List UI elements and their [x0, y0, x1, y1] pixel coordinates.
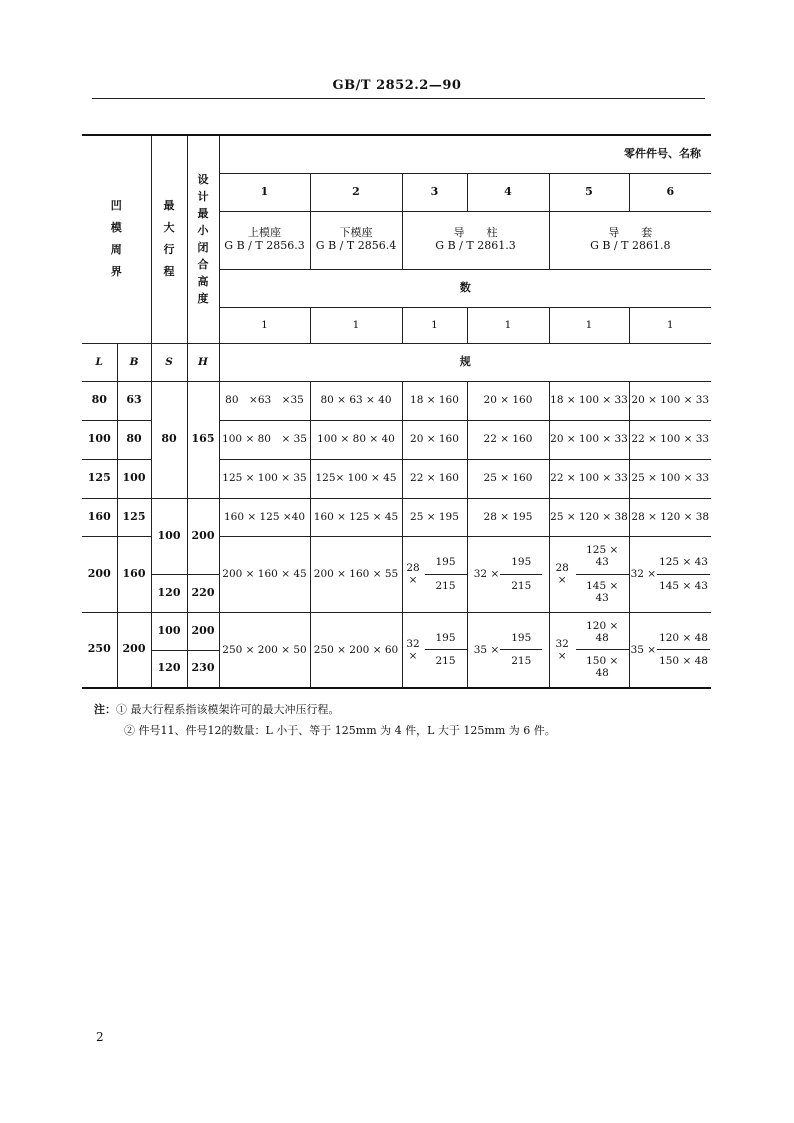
fraction-denominator: 215: [435, 579, 456, 592]
die-perimeter-char: 模: [110, 221, 122, 235]
quantity-cell: 1: [467, 307, 549, 343]
part-name: 上模座: [248, 226, 281, 240]
design-height-char: 高: [197, 275, 209, 289]
fraction-prefix: 35 ×: [473, 643, 500, 656]
spec-fraction-cell: [467, 536, 549, 612]
spec-cell: 250 × 200 × 60: [310, 612, 402, 688]
cell-l: 250: [82, 612, 117, 688]
design-height-char: 度: [197, 292, 209, 306]
fraction: [474, 632, 543, 667]
spec-cell: 20 × 160: [402, 420, 467, 459]
part-number: 1: [219, 173, 310, 211]
design-height-char: 最: [197, 207, 209, 221]
spec-cell: 18 × 160: [402, 381, 467, 420]
spec-cell: 200 × 160 × 45: [219, 536, 310, 612]
fraction: [550, 620, 629, 679]
spec-cell: 200 × 160 × 55: [310, 536, 402, 612]
spec-cell: 22 × 100 × 33: [629, 420, 711, 459]
quantity-cell: 1: [310, 307, 402, 343]
notes: [94, 700, 556, 742]
cell-b: 80: [117, 420, 151, 459]
fraction-denominator: 150 × 48: [586, 655, 619, 680]
die-perimeter-char: 凹: [110, 199, 122, 213]
part-name: 下模座: [339, 226, 373, 240]
fraction-prefix: 32 ×: [630, 567, 657, 580]
note-1-text: ① 最大行程系指该模架许可的最大冲压行程。: [116, 703, 340, 716]
die-perimeter-header: [82, 135, 151, 343]
spec-fraction-cell: [549, 536, 629, 612]
fraction-numerator: 120 × 48: [576, 620, 629, 650]
cell-s: 80: [151, 381, 187, 498]
cell-s: 120: [151, 574, 187, 612]
fraction-prefix: 32 ×: [555, 637, 569, 662]
quantity-cell: 1: [219, 307, 310, 343]
fraction-numerator: 195: [500, 632, 542, 650]
spec-table: [82, 134, 711, 689]
spec-cell: 100 × 80 × 40: [310, 420, 402, 459]
cell-b: 160: [117, 536, 151, 612]
max-stroke-char: 程: [163, 265, 175, 279]
fraction-numerator: 195: [500, 556, 542, 574]
part-number: 4: [467, 173, 549, 211]
cell-b: 63: [117, 381, 151, 420]
spec-fraction-cell: [549, 612, 629, 688]
spec-cell: 80 ×63 ×35: [219, 381, 310, 420]
fraction-denominator: 215: [435, 655, 456, 668]
symbol-h: H: [187, 343, 219, 381]
spec-cell: 22 × 100 × 33: [549, 459, 629, 498]
spec-cell: 22 × 160: [467, 420, 549, 459]
part-standard: G B / T 2861.8: [590, 239, 671, 252]
design-height-char: 合: [197, 258, 209, 272]
part-name-guide-pillar: [402, 211, 549, 269]
fraction: [631, 632, 710, 667]
fraction-denominator: 215: [511, 655, 532, 668]
cell-l: 200: [82, 536, 117, 612]
quantity-cell: 1: [549, 307, 629, 343]
spec-fraction-cell: [402, 612, 467, 688]
design-min-height-header: [187, 135, 219, 343]
part-number: 2: [310, 173, 402, 211]
cell-l: 100: [82, 420, 117, 459]
spec-label: 规: [219, 343, 711, 381]
part-number: 6: [629, 173, 711, 211]
fraction-prefix: 32 ×: [406, 637, 420, 662]
design-height-char: 闭: [197, 241, 209, 255]
design-height-char: 设: [197, 173, 209, 187]
part-name: 导 套: [608, 226, 653, 240]
part-name-guide-bush: [549, 211, 711, 269]
spec-cell: 25 × 100 × 33: [629, 459, 711, 498]
part-number: 5: [549, 173, 629, 211]
max-stroke-header: [151, 135, 187, 343]
part-number: 3: [402, 173, 467, 211]
part-standard: G B / T 2861.3: [435, 239, 516, 252]
spec-cell: 18 × 100 × 33: [549, 381, 629, 420]
spec-cell: 160 × 125 × 45: [310, 498, 402, 536]
part-standard: G B / T 2856.3: [224, 239, 305, 252]
max-stroke-char: 行: [163, 243, 175, 257]
cell-h: 165: [187, 381, 219, 498]
design-height-char: 计: [197, 190, 209, 204]
fraction-prefix: 35 ×: [630, 643, 657, 656]
fraction-numerator: 195: [425, 632, 467, 650]
spec-cell: 125× 100 × 45: [310, 459, 402, 498]
spec-cell: 20 × 100 × 33: [629, 381, 711, 420]
fraction-numerator: 125 × 43: [576, 544, 629, 574]
page-number: 2: [96, 1030, 104, 1044]
die-perimeter-char: 界: [110, 265, 122, 279]
cell-h: 200: [187, 612, 219, 650]
cell-h: 230: [187, 650, 219, 688]
spec-cell: 100 × 80 × 35: [219, 420, 310, 459]
cell-h: 200: [187, 498, 219, 574]
part-name-upper-die-base: [219, 211, 310, 269]
spec-cell: 25 × 120 × 38: [549, 498, 629, 536]
fraction-numerator: 195: [425, 556, 467, 574]
spec-cell: 160 × 125 ×40: [219, 498, 310, 536]
fraction-denominator: 215: [511, 579, 532, 592]
spec-cell: 80 × 63 × 40: [310, 381, 402, 420]
spec-fraction-cell: [629, 612, 711, 688]
spec-cell: 20 × 100 × 33: [549, 420, 629, 459]
fraction-prefix: 28 ×: [406, 561, 420, 586]
max-stroke-char: 最: [163, 199, 175, 213]
cell-l: 160: [82, 498, 117, 536]
fraction-numerator: 120 × 48: [657, 632, 710, 650]
cell-b: 200: [117, 612, 151, 688]
header-rule: [92, 98, 705, 99]
fraction-numerator: 125 × 43: [657, 556, 710, 574]
quantity-cell: 1: [402, 307, 467, 343]
spec-cell: 250 × 200 × 50: [219, 612, 310, 688]
spec-cell: 28 × 195: [467, 498, 549, 536]
fraction-denominator: 150 × 48: [659, 655, 708, 668]
spec-cell: 25 × 160: [467, 459, 549, 498]
part-name-lower-die-base: [310, 211, 402, 269]
die-perimeter-char: 周: [110, 243, 122, 257]
fraction-denominator: 145 × 43: [586, 579, 619, 604]
spec-fraction-cell: [467, 612, 549, 688]
fraction: [631, 556, 710, 591]
page-header: GB/T 2852.2—90: [332, 78, 462, 93]
spec-fraction-cell: [629, 536, 711, 612]
fraction: [403, 556, 467, 591]
spec-cell: 125 × 100 × 35: [219, 459, 310, 498]
fraction: [474, 556, 543, 591]
cell-b: 125: [117, 498, 151, 536]
parts-header: 零件件号、名称: [219, 135, 711, 173]
notes-lead: 注：: [94, 703, 116, 716]
symbol-l: L: [82, 343, 117, 381]
cell-s: 120: [151, 650, 187, 688]
note-2: ② 件号11、件号12的数量：L 小于、等于 125mm 为 4 件，L 大于 125mm 为 6 件。: [124, 723, 556, 737]
part-name: 导 柱: [453, 226, 498, 240]
part-standard: G B / T 2856.4: [315, 239, 397, 252]
spec-cell: 28 × 120 × 38: [629, 498, 711, 536]
fraction-denominator: 145 × 43: [659, 579, 708, 592]
cell-s: 100: [151, 498, 187, 574]
quantity-cell: 1: [629, 307, 711, 343]
fraction-prefix: 32 ×: [473, 567, 500, 580]
spec-cell: 25 × 195: [402, 498, 467, 536]
note-1: [94, 700, 556, 721]
cell-l: 125: [82, 459, 117, 498]
quantity-label: 数: [219, 269, 711, 307]
fraction-prefix: 28 ×: [555, 561, 569, 586]
symbol-b: B: [117, 343, 151, 381]
max-stroke-char: 大: [163, 221, 175, 235]
cell-h: 220: [187, 574, 219, 612]
fraction: [550, 544, 629, 603]
cell-s: 100: [151, 612, 187, 650]
symbol-s: S: [151, 343, 187, 381]
cell-l: 80: [82, 381, 117, 420]
cell-b: 100: [117, 459, 151, 498]
spec-fraction-cell: [402, 536, 467, 612]
spec-cell: 22 × 160: [402, 459, 467, 498]
spec-cell: 20 × 160: [467, 381, 549, 420]
design-height-char: 小: [197, 224, 209, 238]
fraction: [403, 632, 467, 667]
